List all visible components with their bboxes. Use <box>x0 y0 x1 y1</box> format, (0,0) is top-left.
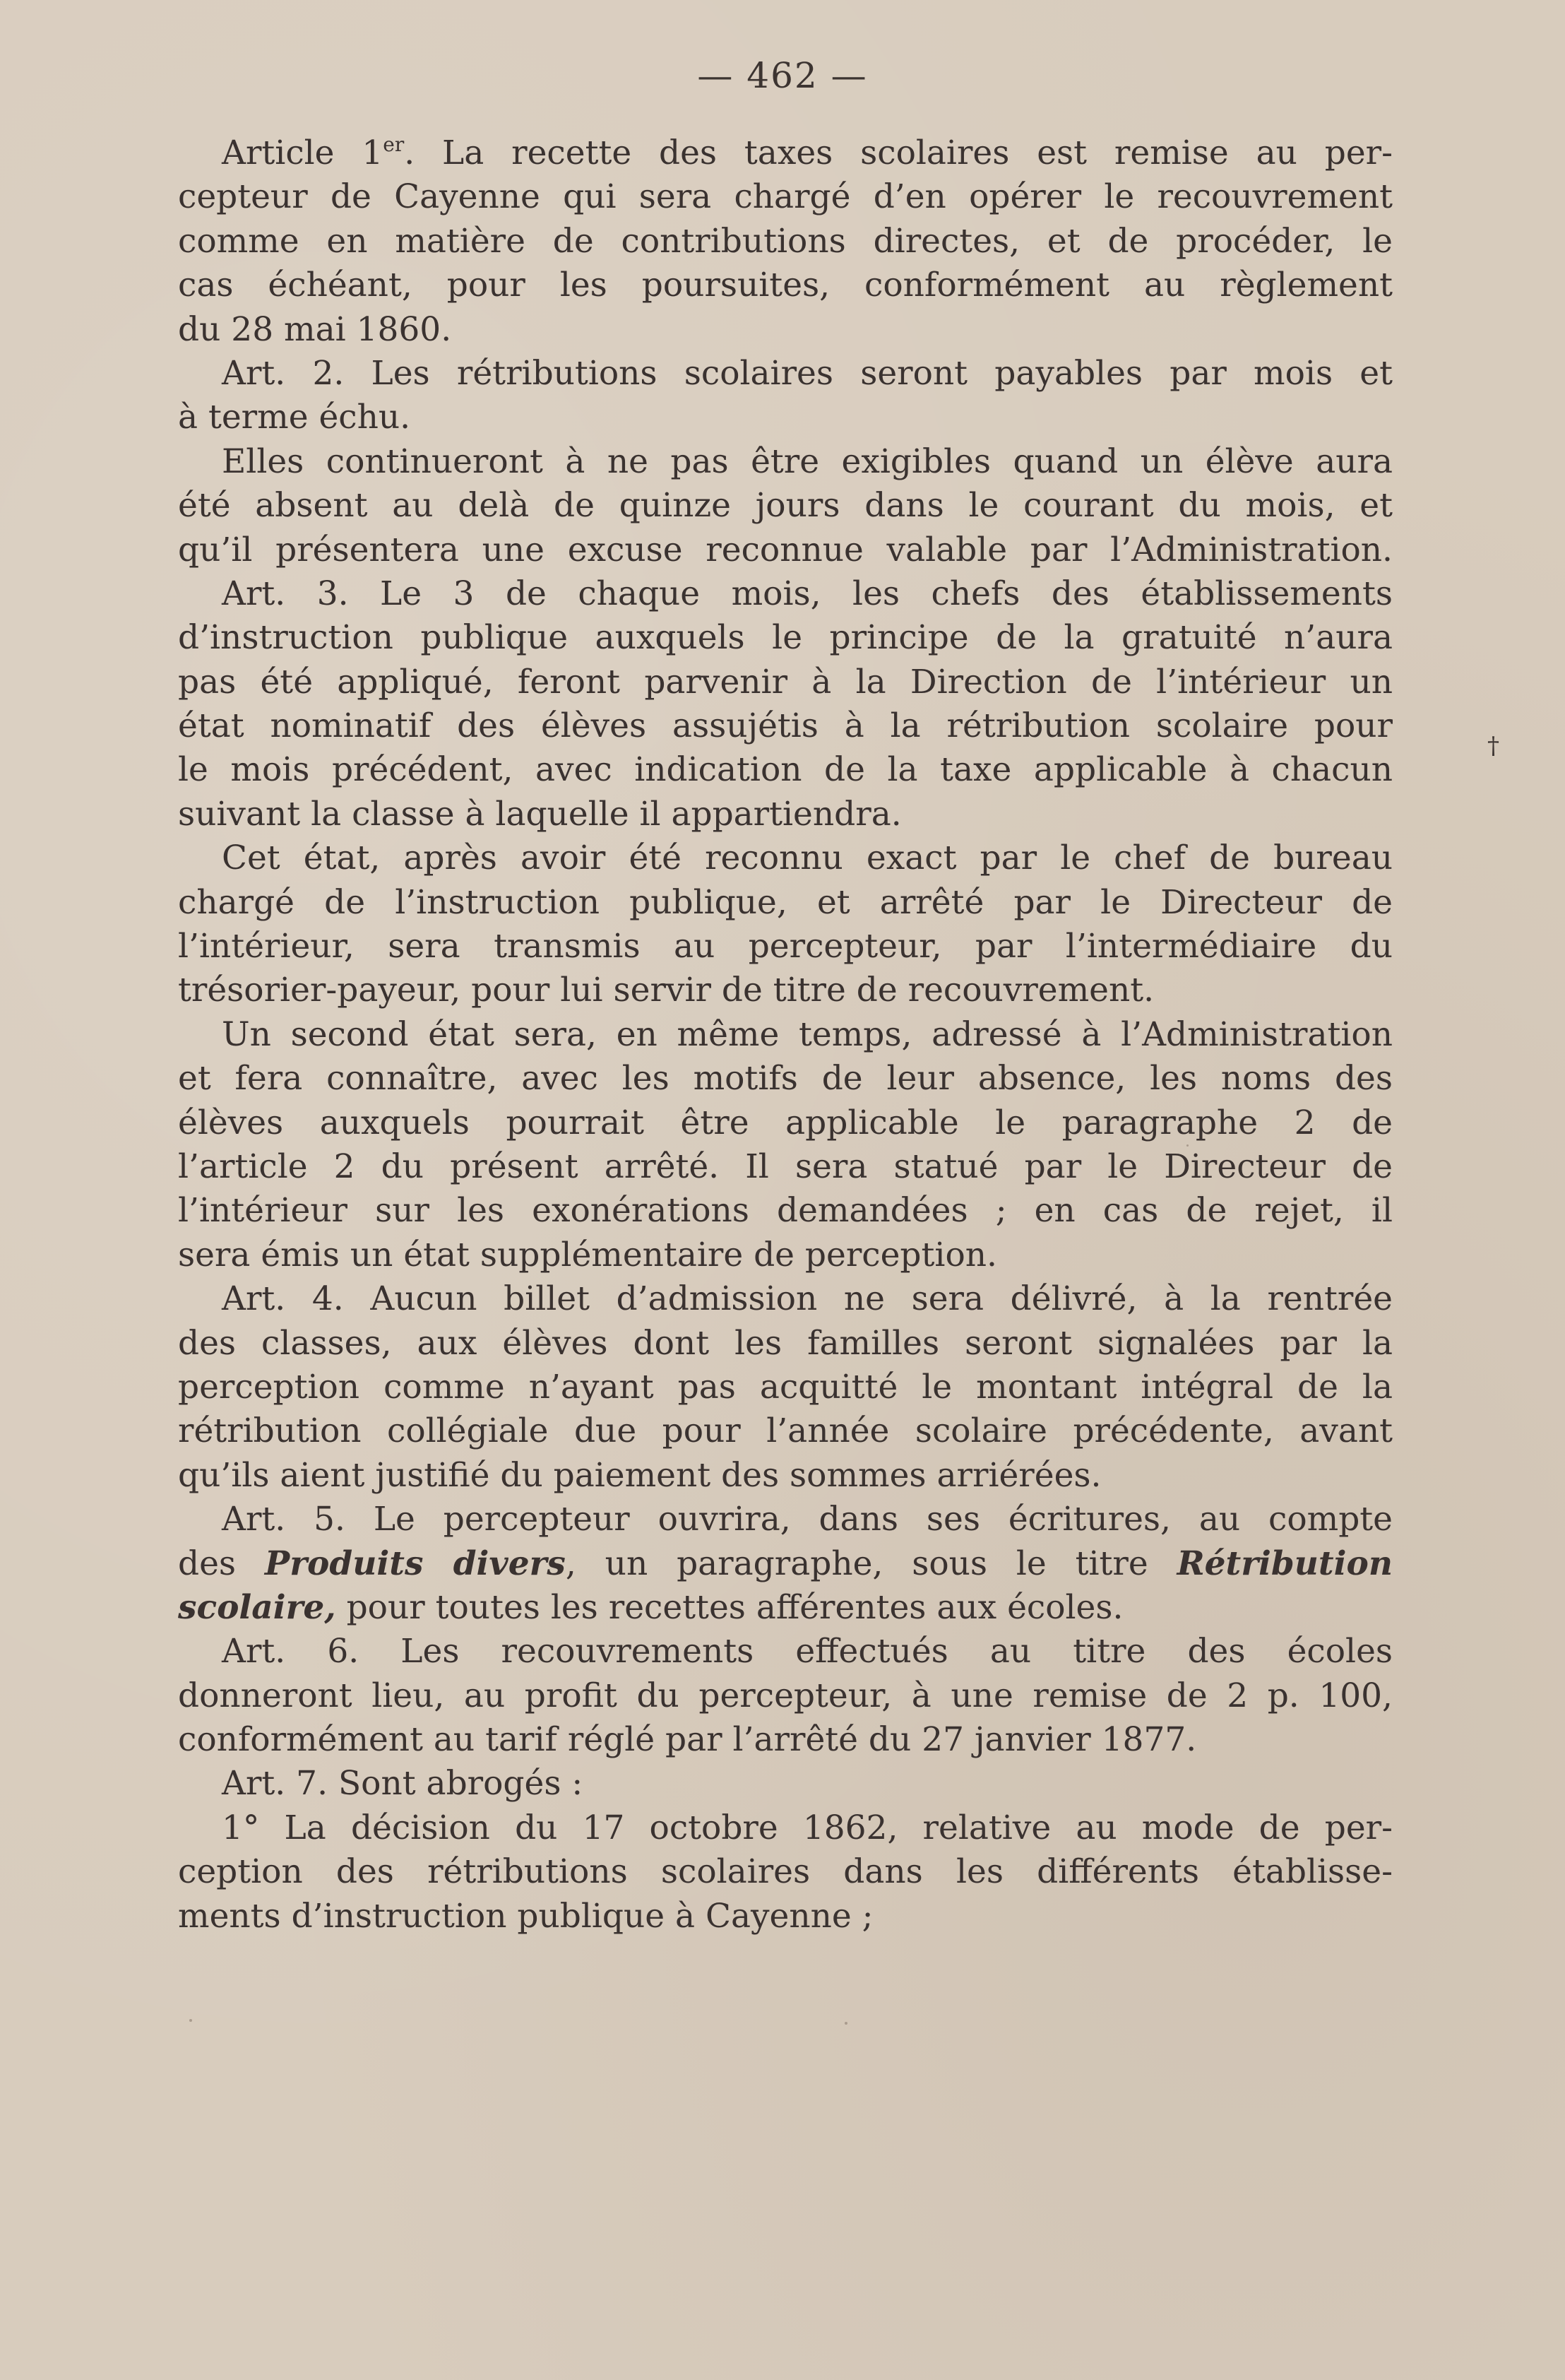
article-2-line-5: qu’il présentera une excuse reconnue valable par l’Administration. <box>178 530 1393 569</box>
body-text <box>178 131 1393 1938</box>
article-3-line-9: l’intérieur, sera transmis au percepteur, par l’intermédiaire du <box>178 927 1393 966</box>
page-number: — 462 — <box>697 55 868 96</box>
article-3-line-13: élèves auxquels pourrait être applicable le paragraphe 2 de <box>178 1103 1393 1142</box>
paper-speck <box>1186 1144 1189 1147</box>
paper-speck <box>189 2019 192 2022</box>
article-2-line-1: Art. 2. Les rétributions scolaires seront payables par mois et <box>222 353 1393 393</box>
article-2-line-3: Elles continueront à ne pas être exigibles quand un élève aura <box>222 442 1393 481</box>
article-4-line-4: rétribution collégiale due pour l’année scolaire précédente, avant <box>178 1411 1393 1451</box>
article-3-line-15: l’intérieur sur les exonérations demandées ; en cas de rejet, il <box>178 1191 1393 1231</box>
article-2-line-2: à terme échu. <box>178 398 411 437</box>
article-4-line-5: qu’ils aient justifié du paiement des sommes arriérées. <box>178 1455 1102 1495</box>
article-6-line-3: conformément au tarif réglé par l’arrêté du 27 janvier 1877. <box>178 1720 1197 1760</box>
article-4-line-2: des classes, aux élèves dont les familles seront signalées par la <box>178 1323 1393 1363</box>
article-3-line-14: l’article 2 du présent arrêté. Il sera statué par le Directeur de <box>178 1147 1393 1186</box>
article-3-line-12: et fera connaître, avec les motifs de leur absence, les noms des <box>178 1059 1393 1099</box>
article-3-line-4: état nominatif des élèves assujétis à la rétribution scolaire pour <box>178 706 1393 746</box>
article-4-line-3: perception comme n’ayant pas acquitté le montant intégral de la <box>178 1367 1393 1407</box>
article-1-line-3: comme en matière de contributions directes, et de procéder, le <box>178 221 1393 261</box>
article-4-line-1: Art. 4. Aucun billet d’admission ne sera délivré, à la rentrée <box>222 1279 1393 1319</box>
article-7-line-4: ments d’instruction publique à Cayenne ; <box>178 1896 874 1936</box>
article-5-line-3: scolaire, pour toutes les recettes afférentes aux écoles. <box>178 1587 1124 1627</box>
article-2-line-4: été absent au delà de quinze jours dans le courant du mois, et <box>178 486 1393 526</box>
article-3-line-16: sera émis un état supplémentaire de perception. <box>178 1235 997 1274</box>
article-3-line-7: Cet état, après avoir été reconnu exact par le chef de bureau <box>222 839 1393 878</box>
paper-speck <box>845 2022 847 2025</box>
article-3-line-1: Art. 3. Le 3 de chaque mois, les chefs des établissements <box>222 574 1393 613</box>
margin-mark: † <box>1487 732 1499 760</box>
article-3-line-8: chargé de l’instruction publique, et arrêté par le Directeur de <box>178 882 1393 922</box>
article-6-line-2: donneront lieu, au profit du percepteur, à une remise de 2 p. 100, <box>178 1676 1393 1715</box>
article-1-line-2: cepteur de Cayenne qui sera chargé d’en opérer le recouvrement <box>178 177 1393 217</box>
article-1-line-1: Article 1er. La recette des taxes scolaires est remise au per- <box>222 133 1393 172</box>
article-3-line-3: pas été appliqué, feront parvenir à la Direction de l’intérieur un <box>178 662 1393 701</box>
article-1-line-4: cas échéant, pour les poursuites, conformément au règlement <box>178 266 1393 305</box>
article-7-line-1: Art. 7. Sont abrogés : <box>222 1764 583 1804</box>
article-3-line-11: Un second état sera, en même temps, adressé à l’Administration <box>222 1014 1393 1054</box>
article-5-line-1: Art. 5. Le percepteur ouvrira, dans ses écritures, au compte <box>222 1500 1393 1539</box>
article-1-line-5: du 28 mai 1860. <box>178 309 452 349</box>
article-3-line-6: suivant la classe à laquelle il appartiendra. <box>178 794 902 834</box>
article-7-line-2: 1° La décision du 17 octobre 1862, relative au mode de per- <box>222 1808 1393 1847</box>
article-3-line-2: d’instruction publique auxquels le principe de la gratuité n’aura <box>178 618 1393 658</box>
article-5-line-2: des Produits divers, un paragraphe, sous le titre Rétribution <box>178 1544 1393 1583</box>
article-6-line-1: Art. 6. Les recouvrements effectués au titre des écoles <box>222 1632 1393 1671</box>
article-7-line-3: ception des rétributions scolaires dans les différents établisse- <box>178 1852 1393 1892</box>
article-3-line-10: trésorier-payeur, pour lui servir de titre de recouvrement. <box>178 971 1155 1010</box>
article-3-line-5: le mois précédent, avec indication de la taxe applicable à chacun <box>178 750 1393 790</box>
